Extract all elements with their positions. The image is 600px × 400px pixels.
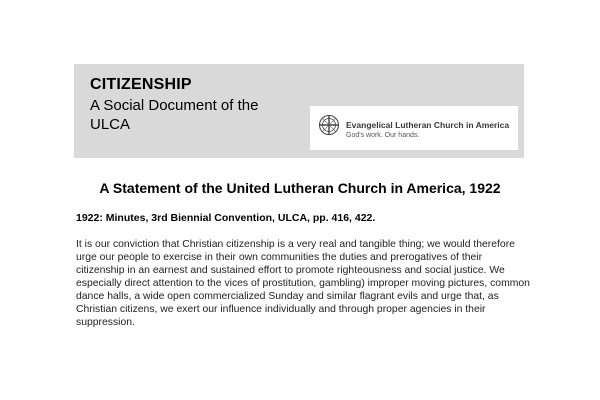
elca-logo [310, 106, 518, 150]
logo-tagline: God's work. Our hands. [346, 132, 420, 139]
statement-body: It is our conviction that Christian citizenship is a very real and tangible thing; we would therefore urge our people to exercise in their own communities the duties and prerogatives of their citizenship in an earnest and sustained effort to promote righteousness and social justice. We especially direct attention to the vices of prostitution, gambling) improper moving pictures, common dance halls, a wide open commercialized Sunday and similar flagrant evils and urge that, as Christian citizens, we exert our influence individually and through proper agencies in their suppression. [76, 239, 530, 328]
page-subtitle: A Social Document of the ULCA [90, 97, 259, 133]
statement-source: 1922: Minutes, 3rd Biennial Convention, ULCA, pp. 416, 422. [76, 212, 376, 224]
cross-seal-icon [318, 114, 340, 136]
logo-name: Evangelical Lutheran Church in America [346, 120, 510, 130]
header-banner [74, 64, 524, 158]
statement-title: A Statement of the United Lutheran Church in America, 1922 [99, 180, 501, 196]
page-title: CITIZENSHIP [90, 76, 192, 93]
